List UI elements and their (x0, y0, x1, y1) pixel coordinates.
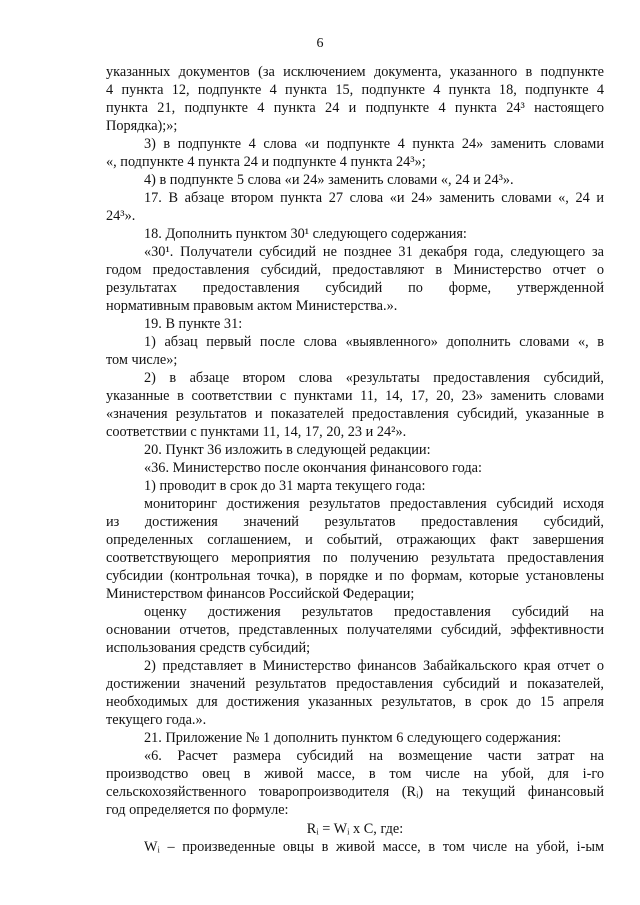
text-line: пункта 21, подпункте 4 пункта 24 и подпункте 4 пункта 24³ настоящего (106, 100, 604, 116)
text-line: 1) абзац первый после слова «выявленного» дополнить словами «, в (144, 334, 604, 350)
text-line: сельскохозяйственного товаропроизводителя (Rᵢ) на текущий финансовый (106, 784, 604, 800)
text-line: Министерством финансов Российской Федерации; (106, 586, 415, 602)
text-line: год определяется по формуле: (106, 802, 289, 818)
text-line: соответствии с пунктами 11, 14, 17, 20, 23 и 24²». (106, 424, 407, 440)
text-line: текущего года.». (106, 712, 207, 728)
text-line: результатах предоставления субсидий по форме, утвержденной (106, 280, 604, 296)
text-line: 2) представляет в Министерство финансов Забайкальского края отчет о (144, 658, 604, 674)
paragraph-list-after-formula (106, 838, 604, 856)
text-line: «, подпункте 4 пункта 24 и подпункте 4 пункта 24³»; (106, 154, 426, 170)
text-line: нормативным правовым актом Министерства.». (106, 298, 398, 314)
text-line: «30¹. Получатели субсидий не позднее 31 декабря года, следующего за (144, 244, 604, 260)
text-line: соответствующего мероприятия по получению результата предоставления (106, 550, 604, 566)
text-line: 1) проводит в срок до 31 марта текущего года: (144, 478, 426, 494)
text-line: необходимых для достижения указанных результатов, в срок до 15 апреля (106, 694, 604, 710)
text-line: Wᵢ – произведенные овцы в живой массе, в том числе на убой, i-ым (144, 839, 604, 855)
text-line: субсидии (контрольная точка), в порядке и по формам, которые установлены (106, 568, 604, 584)
text-line: том числе»; (106, 352, 178, 368)
page-number: 6 (316, 36, 324, 51)
text-line: достижении значений результатов предоставления субсидий и показателей, (106, 676, 604, 692)
paragraph-list (106, 63, 604, 819)
text-line: годом предоставления субсидий, предоставляют в Министерство отчет о (106, 262, 604, 278)
text-line: мониторинг достижения результатов предоставления субсидий исходя (144, 496, 604, 512)
text-line: 24³». (106, 208, 136, 224)
text-line: 3) в подпункте 4 слова «и подпункте 4 пункта 24» заменить словами (144, 136, 604, 152)
text-line: «36. Министерство после окончания финансового года: (144, 460, 482, 476)
text-line: «6. Расчет размера субсидий на возмещение части затрат на (144, 748, 604, 764)
text-line: использования средств субсидий; (106, 640, 311, 656)
text-line: 4 пункта 12, подпункте 4 пункта 15, подпункте 4 пункта 18, подпункте 4 (106, 82, 604, 98)
text-line: 4) в подпункте 5 слова «и 24» заменить словами «, 24 и 24³». (144, 172, 514, 188)
text-line: производство овец в живой массе, в том числе на убой, для i-го (106, 766, 604, 782)
text-line: 2) в абзаце втором слова «результаты предоставления субсидий, (144, 370, 604, 386)
document-body (106, 63, 604, 856)
text-line: Порядка);»; (106, 118, 178, 134)
text-line: 20. Пункт 36 изложить в следующей редакции: (144, 442, 431, 458)
text-line: 19. В пункте 31: (144, 316, 243, 332)
text-line: 17. В абзаце втором пункта 27 слова «и 24» заменить словами «, 24 и (144, 190, 604, 206)
text-line: 18. Дополнить пунктом 30¹ следующего содержания: (144, 226, 467, 242)
formula: Rᵢ = Wᵢ x С, где: (306, 821, 404, 837)
text-line: указанных документов (за исключением документа, указанного в подпункте (106, 64, 604, 80)
text-line: из достижения значений результатов предоставления субсидий, (106, 514, 604, 530)
text-line: «значения результатов и показателей предоставления субсидий, указанные в (106, 406, 604, 422)
text-line: определенных соглашением, и событий, отражающих факт завершения (106, 532, 604, 548)
text-line: основании отчетов, представленных получателями субсидий, эффективности (106, 622, 604, 638)
text-line: 21. Приложение № 1 дополнить пунктом 6 следующего содержания: (144, 730, 562, 746)
text-line: оценку достижения результатов предоставления субсидий на (144, 604, 604, 620)
text-line: указанные в соответствии с пунктами 11, 14, 17, 20, 23» заменить словами (106, 388, 604, 404)
